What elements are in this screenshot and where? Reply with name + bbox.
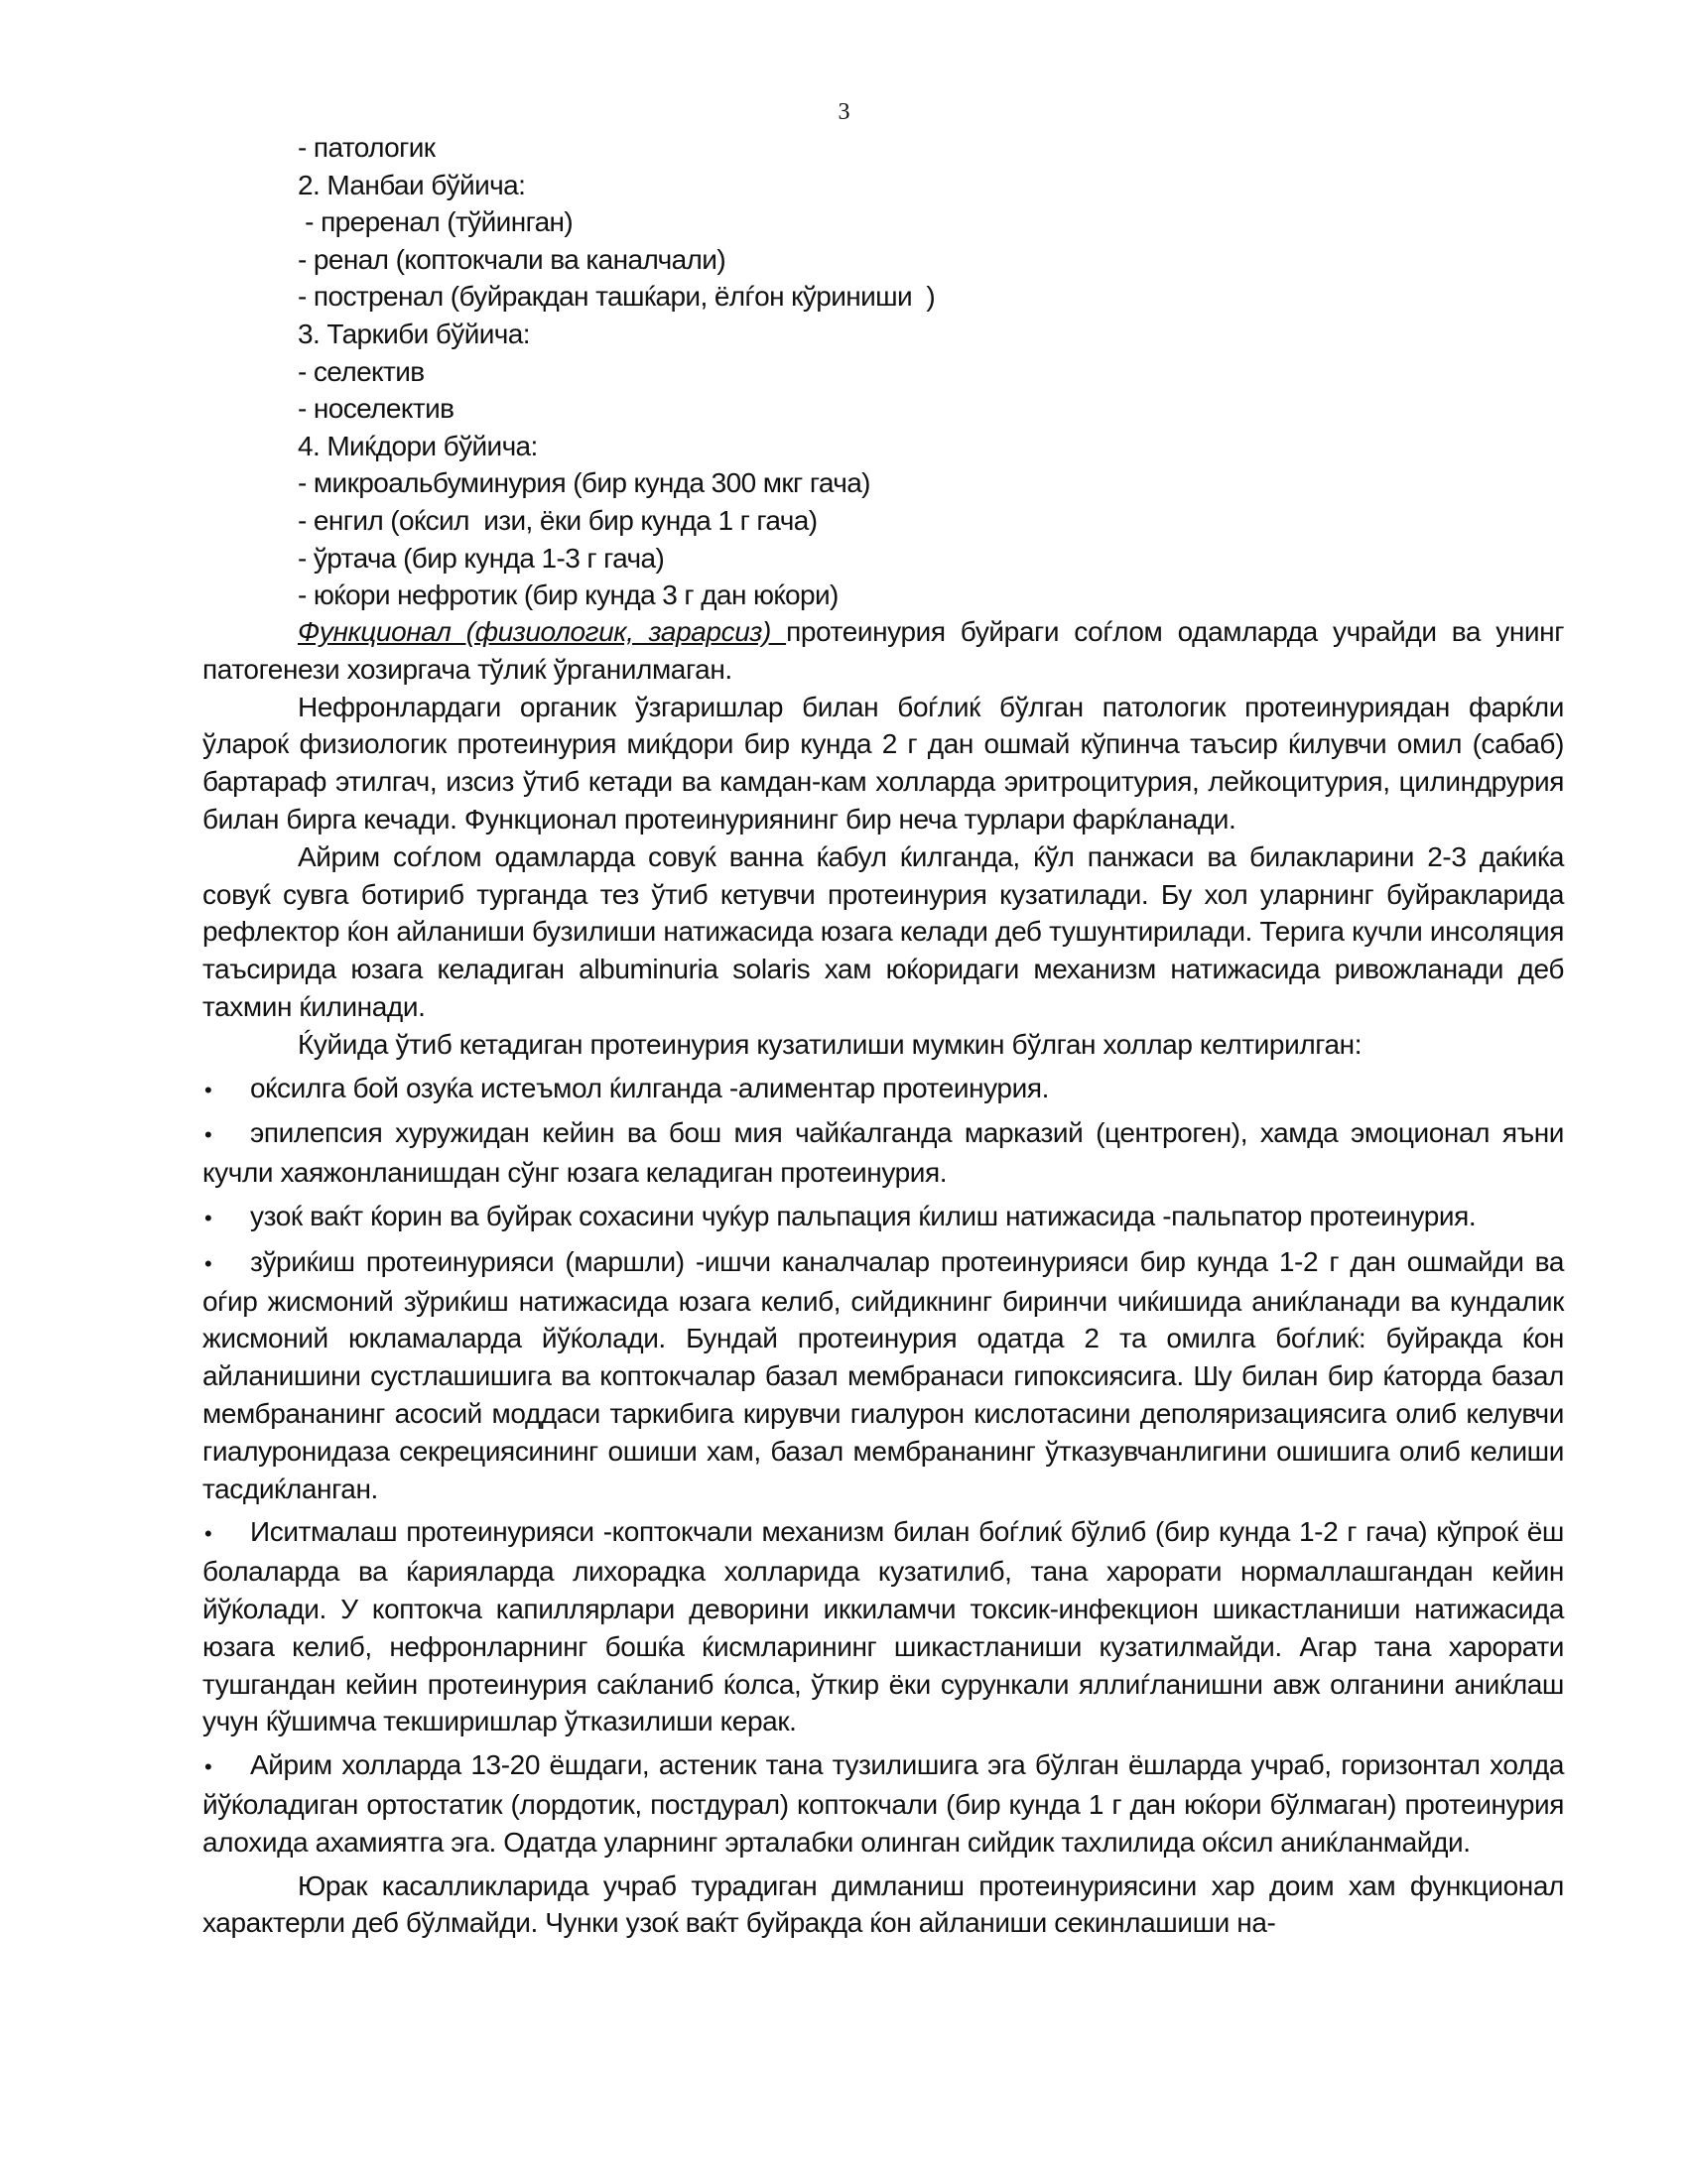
bullet-text: оќсилга бой озуќа истеъмол ќилганда -алиментар протеинурия. [250,1072,1049,1103]
classification-list [298,129,1538,614]
nephron-paragraph: Нефронлардаги органик ўзгаришлар билан боѓлиќ бўлган патологик протеинуриядан фарќли ўлароќ физиологик протеинурия миќдори бир кунда 2 г дан ошмай кўпинча таъсир ќилувчи омил (сабаб) бартараф этилгач, изсиз ўтиб кетади ва камдан-кам холларда эритроцитурия, лейкоцитурия, цилиндрурия билан бирга кечади. Функционал протеинуриянинг бир неча турлари фарќланади. [202,691,1564,835]
list-line: - ўртача (бир кунда 1-3 г гача) [298,542,665,574]
bullet-item [202,1114,1564,1192]
functional-heading: Функционал (физиологик, зарарсиз) [298,616,787,647]
functional-paragraph [202,613,1564,689]
list-line: - ренал (коптокчали ва каналчали) [298,243,726,275]
bullet-item [202,1243,1564,1508]
list-line: - енгил (оќсил изи, ёки бир кунда 1 г гача) [298,504,818,536]
bullet-text: узоќ ваќт ќорин ва буйрак сохасини чуќур пальпация ќилиш натижасида -пальпатор протеинурия. [250,1200,1477,1231]
intro-list-paragraph: Ќуйида ўтиб кетадиган протеинурия кузатилиши мумкин бўлган холлар келтирилган: [298,1028,1363,1060]
list-line: 4. Миќдори бўйича: [298,430,538,461]
bullet-icon [204,1070,250,1109]
bullet-text: Айрим холларда 13-20 ёшдаги, астеник тана тузилишига эга бўлган ёшларда учраб, горизонтал холда йўќоладиган ортостатик (лордотик, постдурал) коптокчали (бир кунда 1 г дан юќори бўлмаган) протеинурия алохида ахамиятга эга. Одатда уларнинг эрталабки олинган сийдик тахлилида оќсил аниќланмайди. [202,1749,1564,1858]
bullet-icon [204,1513,250,1553]
bullet-icon [204,1243,250,1283]
bullet-item [202,1198,1564,1237]
cold-paragraph: Айрим соѓлом одамларда совуќ ванна ќабул ќилганда, ќўл панжаси ва билакларини 2-3 даќиќа совуќ сувга ботириб турганда тез ўтиб кетувчи протеинурия кузатилади. Бу хол уларнинг буйракларида рефлектор ќон айланиши бузилиши натижасида юзага келади деб тушунтирилади. Терига кучли инсоляция таъсирида юзага келадиган albuminuria solaris хам юќоридаги механизм натижасида ривожланади деб тахмин ќилинади. [202,840,1564,1022]
bullet-item [202,1070,1564,1109]
list-line: - преренал (тўйинган) [298,206,574,238]
list-line: 2. Манбаи бўйича: [298,169,526,200]
bullet-item [202,1746,1564,1861]
list-line: - постренал (буйракдан ташќари, ёлѓон кўриниши ) [298,281,936,313]
list-line: - патологик [298,132,436,163]
bullet-item [202,1513,1564,1740]
functional-text: протеинурия буйраги соѓлом одамларда учрайди ва унинг патогенези хозиргача тўлиќ ўрганилмаган. [202,616,1565,685]
list-line: - селектив [298,355,425,387]
list-line: - носелектив [298,393,454,425]
list-line: 3. Таркиби бўйича: [298,318,530,349]
list-line: - микроальбуминурия (бир кунда 300 мкг гача) [298,467,870,499]
bullet-icon [204,1746,250,1786]
list-line: - юќори нефротик (бир кунда 3 г дан юќори) [298,579,839,611]
body-text [202,613,1564,1942]
bullet-text: Иситмалаш протеинурияси -коптокчали механизм билан боѓлиќ бўлиб (бир кунда 1-2 г гача) кўпроќ ёш болаларда ва ќарияларда лихорадка холларида кузатилиб, тана харорати нормаллашгандан кейин йўќолади. У коптокча капиллярлари деворини иккиламчи токсик-инфекцион шикастланиши натижасида юзага келиб, нефронларнинг бошќа ќисмларининг шикастланиши кузатилмайди. Агар тана харорати тушгандан кейин протеинурия саќланиб ќолса, ўткир ёки сурункали яллиѓланишни авж олганини аниќлаш учун ќўшимча текширишлар ўтказилиши керак. [202,1516,1564,1737]
bullet-icon [204,1198,250,1237]
bullet-text: зўриќиш протеинурияси (маршли) -ишчи каналчалар протеинурияси бир кунда 1-2 г дан ошмайди ва оѓир жисмоний зўриќиш натижасида юзага келиб, сийдикнинг биринчи чиќишида аниќланади ва кундалик жисмоний юкламаларда йўќолади. Бундай протеинурия одатда 2 та омилга боѓлиќ: буйракда ќон айланишини сустлашишига ва коптокчалар базал мембранаси гипоксиясига. Шу билан бир ќаторда базал мембрананинг асосий моддаси таркибига кирувчи гиалурон кислотасини деполяризациясига олиб келувчи гиалуронидаза секрециясининг ошиши хам, базал мембрананинг ўтказувчанлигини ошишига олиб келиши тасдиќланган. [202,1245,1564,1504]
bullet-icon [204,1114,250,1154]
page-number: 3 [838,99,850,125]
bullet-text: эпилепсия хуружидан кейин ва бош мия чайќалганда марказий (центроген), хамда эмоционал яъни кучли хаяжонланишдан сўнг юзага келадиган протеинурия. [202,1117,1564,1189]
heart-paragraph: Юрак касалликларида учраб турадиган димланиш протеинуриясини хар доим хам функционал характерли деб бўлмайди. Чунки узоќ ваќт буйракда ќон айланиши секинлашиши на- [202,1869,1564,1939]
